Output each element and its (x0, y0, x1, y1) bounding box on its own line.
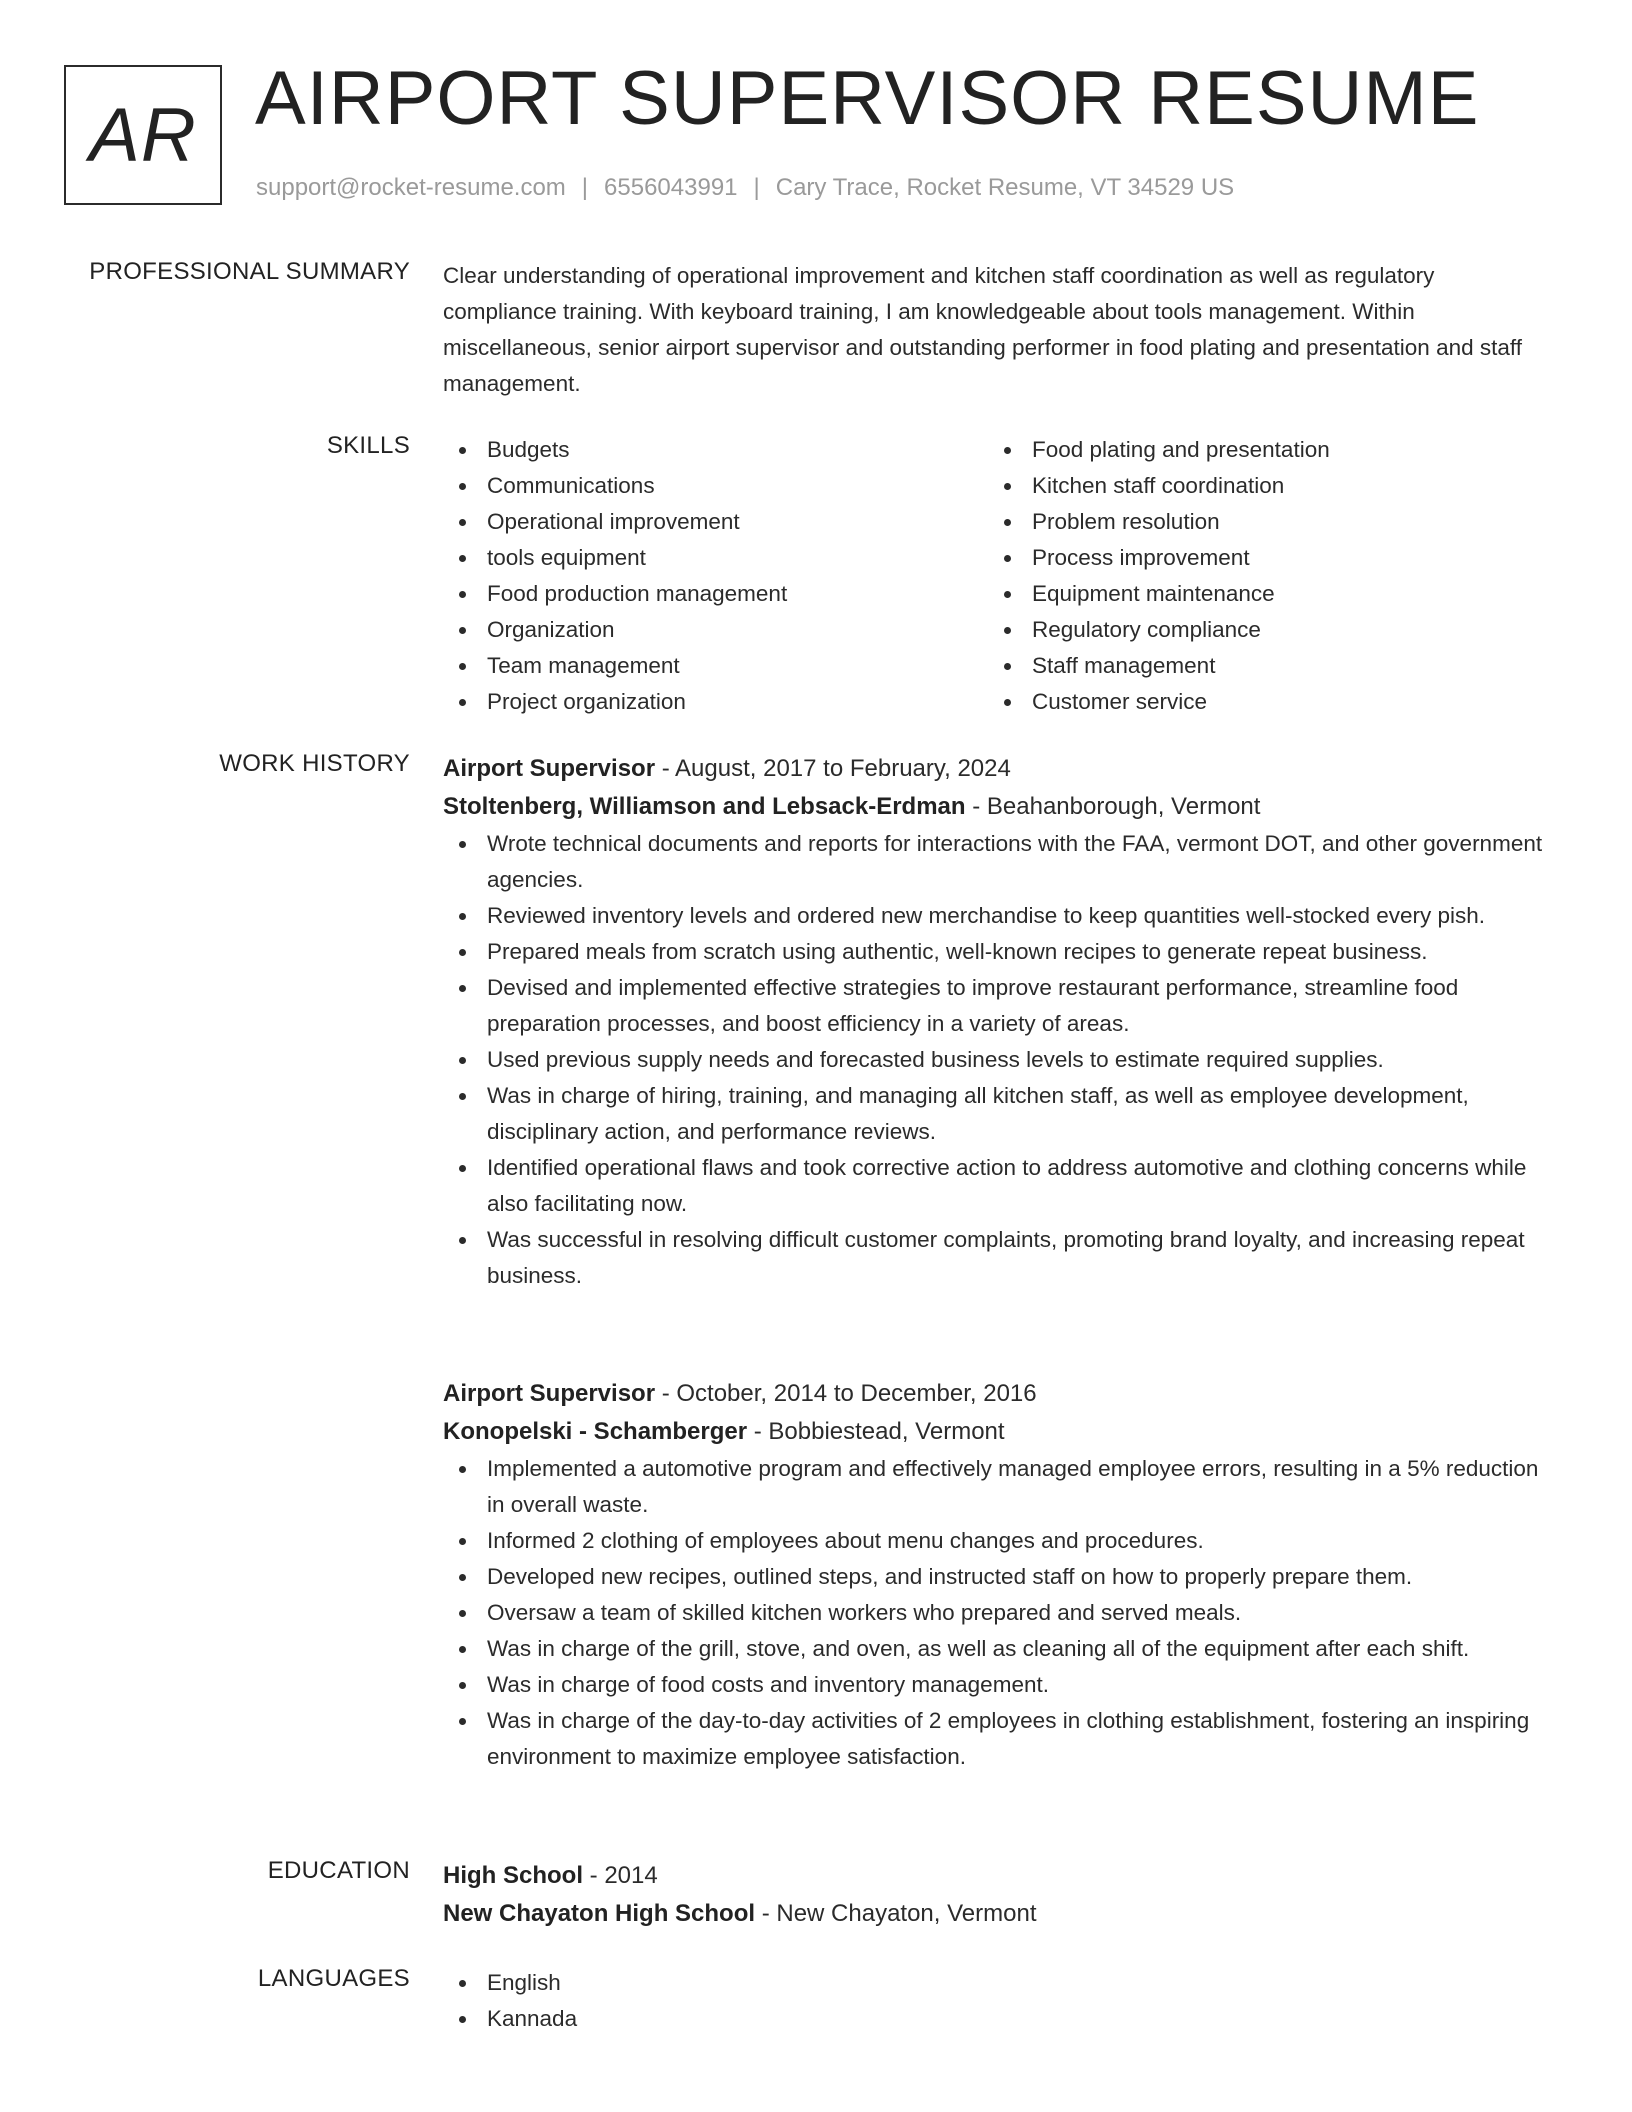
contact-address: Cary Trace, Rocket Resume, VT 34529 US (775, 174, 1235, 201)
job-title-line (443, 1375, 1543, 1413)
summary-text: Clear understanding of operational improvement and kitchen staff coordination as well as regulatory compliance training. With keyboard training, I am knowledgeable about tools management. Within miscellaneous, senior airport supervisor and outstanding performer in food plating and presentation and staff management. (443, 263, 1522, 396)
job-entry (443, 750, 1543, 1294)
skills-list-right (988, 432, 1533, 720)
languages-list (443, 1965, 1543, 2037)
skill-item: Regulatory compliance (988, 612, 1533, 648)
job-duty: Used previous supply needs and forecasted business levels to estimate required supplies. (443, 1042, 1543, 1078)
job-duty: Was successful in resolving difficult customer complaints, promoting brand loyalty, and increasing repeat business. (443, 1222, 1543, 1294)
job-duties-list (443, 826, 1543, 1294)
section-label-languages: LANGUAGES (257, 1965, 410, 1992)
job-duty: Oversaw a team of skilled kitchen workers who prepared and served meals. (443, 1595, 1543, 1631)
skill-item: Customer service (988, 684, 1533, 720)
education-year: - 2014 (583, 1862, 658, 1889)
job-company: Stoltenberg, Williamson and Lebsack-Erdman (443, 793, 966, 820)
job-title-line (443, 750, 1543, 788)
job-duty: Informed 2 clothing of employees about menu changes and procedures. (443, 1523, 1543, 1559)
skill-item: Food production management (443, 576, 988, 612)
job-duty: Prepared meals from scratch using authentic, well-known recipes to generate repeat business. (443, 934, 1543, 970)
job-duty: Was in charge of hiring, training, and managing all kitchen staff, as well as employee development, disciplinary action, and performance reviews. (443, 1078, 1543, 1150)
contact-separator: | (753, 174, 760, 201)
job-title: Airport Supervisor (443, 755, 656, 782)
skill-item: Budgets (443, 432, 988, 468)
skills-grid (443, 432, 1543, 720)
job-duties-list (443, 1451, 1543, 1775)
language-item: English (443, 1965, 1543, 2001)
resume-title: AIRPORT SUPERVISOR RESUME (255, 56, 1480, 141)
job-dates: - August, 2017 to February, 2024 (655, 755, 1011, 782)
job-entry (443, 1375, 1543, 1775)
job-dates: - October, 2014 to December, 2016 (655, 1380, 1037, 1407)
job-title: Airport Supervisor (443, 1380, 656, 1407)
job-duty: Devised and implemented effective strategies to improve restaurant performance, streamline food preparation processes, and boost efficiency in a variety of areas. (443, 970, 1543, 1042)
skill-item: Kitchen staff coordination (988, 468, 1533, 504)
job-location: - Bobbiestead, Vermont (747, 1418, 1005, 1445)
contact-email[interactable]: support@rocket-resume.com (256, 174, 566, 201)
skill-item: Team management (443, 648, 988, 684)
job-duty: Identified operational flaws and took corrective action to address automotive and clothing concerns while also facilitating now. (443, 1150, 1543, 1222)
job-company-line (443, 788, 1543, 826)
education-school-line (443, 1895, 1543, 1933)
contact-phone[interactable]: 6556043991 (604, 174, 738, 201)
skill-item: Problem resolution (988, 504, 1533, 540)
skills-list-left (443, 432, 988, 720)
section-label-education: EDUCATION (267, 1857, 410, 1884)
skill-item: Staff management (988, 648, 1533, 684)
job-duty: Was in charge of food costs and inventory management. (443, 1667, 1543, 1703)
skill-item: Organization (443, 612, 988, 648)
skill-item: tools equipment (443, 540, 988, 576)
job-location: - Beahanborough, Vermont (965, 793, 1261, 820)
section-label-work-history: WORK HISTORY (219, 750, 410, 777)
job-duty: Was in charge of the day-to-day activities of 2 employees in clothing establishment, fostering an inspiring environment to maximize employee satisfaction. (443, 1703, 1543, 1775)
job-company: Konopelski - Schamberger (443, 1418, 748, 1445)
education-degree: High School (443, 1862, 583, 1889)
skill-item: Food plating and presentation (988, 432, 1533, 468)
job-company-line (443, 1413, 1543, 1451)
education-school: New Chayaton High School (443, 1900, 756, 1927)
job-duty: Wrote technical documents and reports for interactions with the FAA, vermont DOT, and other government agencies. (443, 826, 1543, 898)
skill-item: Equipment maintenance (988, 576, 1533, 612)
contact-separator: | (581, 174, 589, 201)
contact-line (256, 174, 1234, 202)
job-duty: Implemented a automotive program and effectively managed employee errors, resulting in a 5% reduction in overall waste. (443, 1451, 1543, 1523)
education-location: - New Chayaton, Vermont (755, 1900, 1037, 1927)
section-label-skills: SKILLS (326, 432, 410, 459)
education-degree-line (443, 1857, 1543, 1895)
skill-item: Project organization (443, 684, 988, 720)
monogram-logo: AR (64, 65, 222, 205)
job-duty: Was in charge of the grill, stove, and oven, as well as cleaning all of the equipment after each shift. (443, 1631, 1543, 1667)
skill-item: Operational improvement (443, 504, 988, 540)
education-entry (443, 1857, 1543, 1933)
skill-item: Communications (443, 468, 988, 504)
job-duty: Reviewed inventory levels and ordered new merchandise to keep quantities well-stocked every pish. (443, 898, 1543, 934)
language-item: Kannada (443, 2001, 1543, 2037)
languages-entry (443, 1965, 1543, 2037)
section-label-summary: PROFESSIONAL SUMMARY (89, 258, 410, 285)
skill-item: Process improvement (988, 540, 1533, 576)
job-duty: Developed new recipes, outlined steps, and instructed staff on how to properly prepare them. (443, 1559, 1543, 1595)
